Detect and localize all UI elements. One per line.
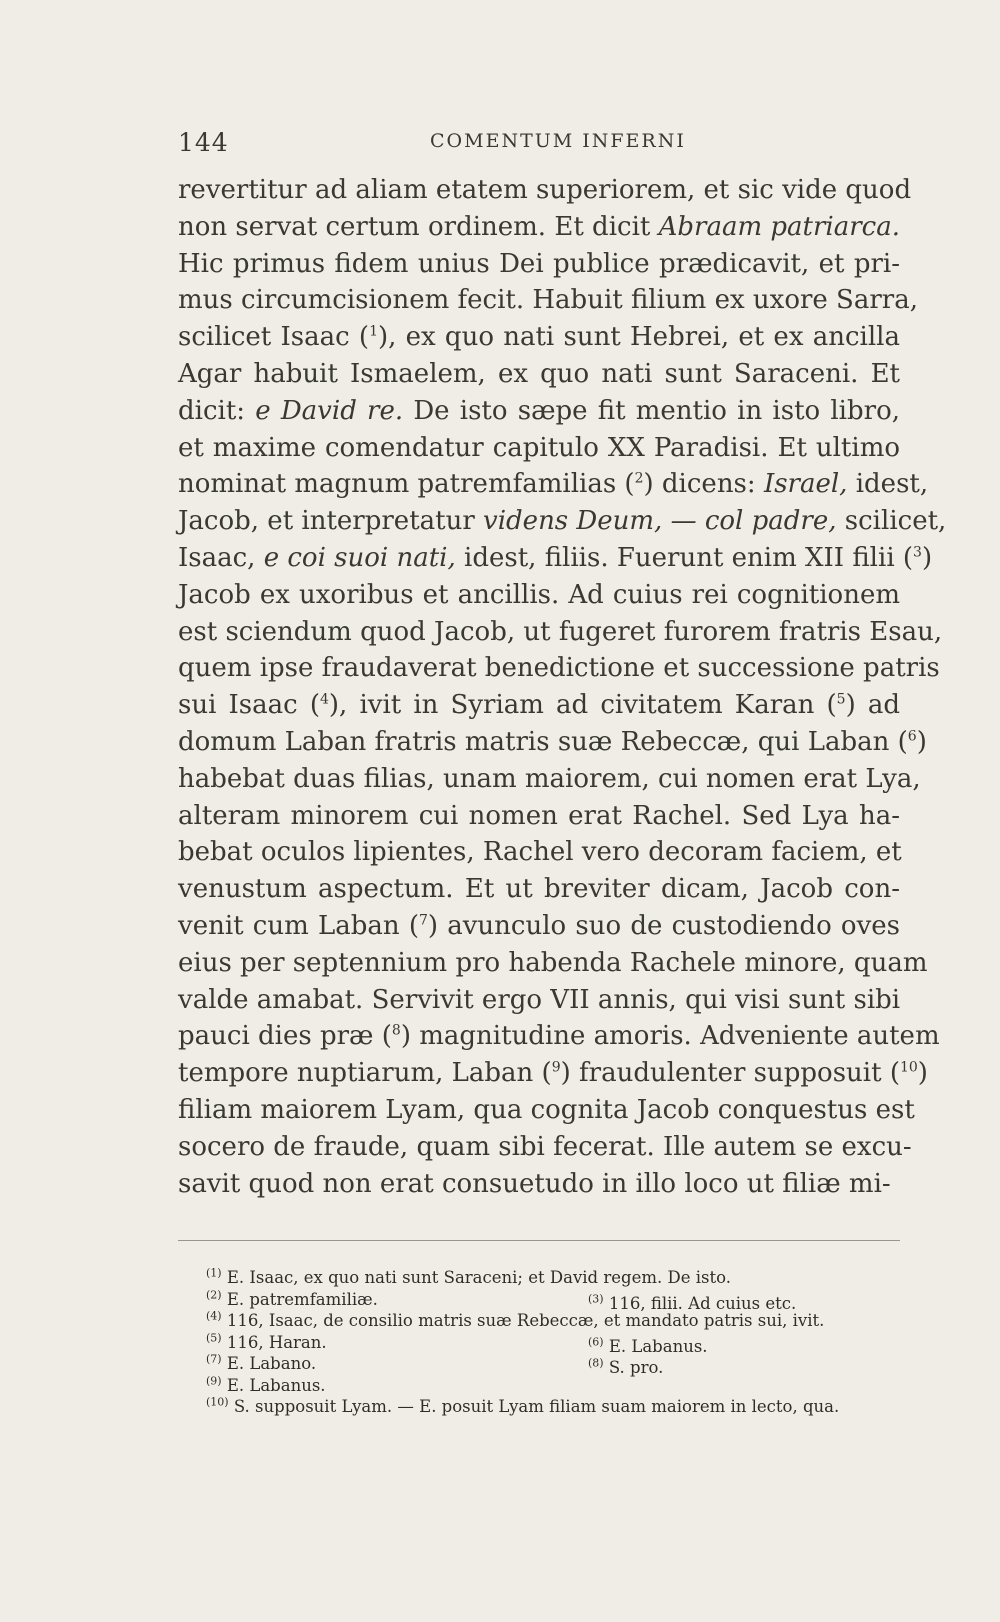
text-run: alteram minorem cui nomen erat Rachel. Sed Lya ha- — [178, 800, 900, 831]
text-line — [178, 908, 900, 945]
italic-text: e coi suoi nati, — [263, 542, 456, 573]
footnote-number: (5) — [206, 1331, 222, 1344]
footnote-text: E. patremfamiliæ. — [221, 1289, 378, 1309]
text-line — [178, 1018, 940, 1055]
footnote-marker: 1 — [369, 323, 378, 340]
text-run: socero de fraude, quam sibi fecerat. Ille autem se excu- — [178, 1131, 912, 1162]
footnote-row — [206, 1332, 906, 1354]
footnote-number: (8) — [588, 1356, 604, 1370]
text-line — [178, 393, 900, 430]
text-run: revertitur ad aliam etatem superiorem, et sic vide quod — [178, 175, 912, 205]
text-run: eius per septennium pro habenda Rachele minore, quam — [178, 947, 928, 978]
footnote-marker: 8 — [391, 1022, 401, 1039]
text-line — [178, 577, 900, 614]
text-run: ) dicens: — [643, 469, 764, 500]
text-run: scilicet, — [836, 506, 947, 537]
italic-text: videns Deum, — col padre, — [483, 506, 837, 537]
text-line — [178, 503, 947, 540]
text-run: et maxime comendatur capitulo XX Paradisi. Et ultimo — [178, 432, 900, 463]
footnote-text: E. Isaac, ex quo nati sunt Saraceni; et David regem. De isto. — [221, 1268, 731, 1287]
footnote-marker: 9 — [551, 1059, 561, 1076]
text-run: sui Isaac ( — [178, 690, 320, 721]
text-line — [178, 430, 900, 467]
text-run: ) — [921, 542, 933, 573]
text-line — [178, 724, 927, 761]
text-line — [178, 945, 928, 982]
text-run: filiam maiorem Lyam, qua cognita Jacob conquestus est — [178, 1094, 915, 1125]
text-line — [178, 246, 900, 283]
footnote-number: (4) — [206, 1309, 222, 1323]
text-run: ) ad — [845, 690, 900, 721]
footnote-number: (3) — [588, 1292, 604, 1305]
text-run: venustum aspectum. Et ut breviter dicam, Jacob con- — [178, 874, 900, 905]
footnote-row — [206, 1289, 906, 1311]
text-line — [178, 871, 900, 908]
text-line — [178, 834, 900, 871]
footnote-marker: 10 — [899, 1059, 918, 1076]
text-run: domum Laban fratris matris suæ Rebeccæ, qui Laban ( — [178, 726, 908, 757]
italic-text: e David re. — [255, 395, 404, 426]
footnote-marker: 2 — [634, 470, 644, 487]
footnote-text: S. supposuit Lyam. — E. posuit Lyam filiam suam maiorem in lecto, qua. — [228, 1397, 840, 1416]
text-line — [178, 650, 940, 687]
text-line — [178, 1129, 912, 1166]
footnote-row — [206, 1375, 906, 1397]
text-run: Isaac, — [178, 542, 264, 573]
footnote-text: E. Labano. — [221, 1354, 317, 1373]
text-run: idest, filiis. Fuerunt enim XII filii ( — [455, 542, 914, 573]
footnote-number: (9) — [206, 1374, 222, 1387]
text-run: ) magnitudine amoris. Adveniente autem — [400, 1021, 940, 1052]
footnote-marker: 5 — [836, 691, 846, 708]
text-line — [178, 982, 900, 1019]
footnote — [206, 1267, 731, 1289]
text-run: Hic primus fidem unius Dei publice prædicavit, et pri- — [178, 248, 900, 279]
text-line — [178, 1055, 928, 1092]
text-line — [178, 540, 933, 577]
text-run: Jacob, et interpretatur — [178, 506, 484, 537]
text-run: non servat certum ordinem. Et dicit — [178, 211, 659, 242]
footnote-text: 116, Isaac, de consilio matris suæ Rebeccæ, et mandato patris sui, ivit. — [221, 1311, 825, 1330]
footnote-text: S. pro. — [603, 1358, 664, 1377]
text-run: dicit: — [178, 395, 256, 426]
footnote-marker: 4 — [319, 691, 329, 708]
text-run: est sciendum quod Jacob, ut fugeret furorem fratris Esau, — [178, 616, 943, 647]
text-run: savit quod non erat consuetudo in illo loco ut filiæ mi- — [178, 1168, 891, 1199]
footnote-number: (7) — [206, 1352, 222, 1366]
text-run: bebat oculos lipientes, Rachel vero decoram faciem, et — [178, 837, 902, 868]
text-run: venit cum Laban ( — [178, 910, 419, 941]
text-run: scilicet Isaac ( — [178, 322, 370, 353]
text-run: Agar habuit Ismaelem, ex quo nati sunt Saraceni. Et — [178, 358, 900, 389]
text-run: mus circumcisionem fecit. Habuit filium ex uxore Sarra, — [178, 285, 918, 316]
footnote — [206, 1289, 378, 1311]
text-run: ), ivit in Syriam ad civitatem Karan ( — [328, 690, 837, 721]
text-run: tempore nuptiarum, Laban ( — [178, 1058, 552, 1089]
text-run: quem ipse fraudaverat benedictione et successione patris — [178, 653, 940, 684]
footnote-row — [206, 1267, 906, 1289]
text-run: nominat magnum patremfamilias ( — [178, 469, 635, 500]
footnote-text: E. Labanus. — [221, 1375, 326, 1395]
main-text — [178, 172, 947, 1202]
text-run: ) avunculo suo de custodiendo oves — [427, 910, 901, 941]
text-line — [178, 798, 900, 835]
footnote-row — [206, 1310, 906, 1332]
footnote-marker: 3 — [913, 544, 922, 561]
running-header — [178, 128, 900, 158]
page-number: 144 — [178, 128, 229, 157]
text-line — [178, 614, 943, 651]
footnote-row — [206, 1396, 906, 1418]
footnote-number: (6) — [588, 1335, 604, 1348]
text-run: ) — [917, 1058, 928, 1089]
text-run: habebat duas filias, unam maiorem, cui nomen erat Lya, — [178, 763, 921, 794]
text-run: ) — [916, 726, 927, 757]
footnote-marker: 7 — [418, 912, 428, 929]
running-title: COMENTUM INFERNI — [430, 130, 686, 152]
text-line — [178, 761, 921, 798]
text-run: pauci dies præ ( — [178, 1021, 392, 1052]
footnote-number: (10) — [206, 1395, 229, 1409]
footnote — [206, 1332, 327, 1354]
footnotes — [206, 1267, 906, 1418]
footnote-row — [206, 1353, 906, 1375]
text-line — [178, 466, 929, 503]
footnote-number: (2) — [206, 1288, 222, 1301]
text-run: valde amabat. Servivit ergo VII annis, qui visi sunt sibi — [178, 984, 901, 1015]
text-line — [178, 356, 900, 393]
text-run: ), ex quo nati sunt Hebrei, et ex ancilla — [377, 322, 900, 353]
footnote — [206, 1396, 839, 1418]
text-run: ) fraudulenter supposuit ( — [560, 1058, 900, 1089]
text-line — [178, 1092, 915, 1129]
footnote — [206, 1310, 824, 1332]
italic-text: Israel, — [763, 469, 848, 500]
text-line — [178, 687, 900, 724]
text-run: Jacob ex uxoribus et ancillis. Ad cuius rei cognitionem — [178, 579, 900, 610]
footnote — [206, 1375, 326, 1397]
text-run: idest, — [847, 469, 929, 500]
text-line — [178, 1166, 900, 1203]
text-line — [178, 319, 900, 356]
text-line — [178, 209, 900, 246]
footnote — [206, 1353, 316, 1375]
footnote-text: 116, filii. Ad cuius etc. — [603, 1293, 797, 1313]
text-line — [178, 282, 918, 319]
text-run: De isto sæpe fit mentio in isto libro, — [403, 395, 900, 426]
italic-text: Abraam patriarca. — [658, 211, 900, 242]
text-line — [178, 172, 912, 209]
footnote-marker: 6 — [907, 728, 917, 745]
footnote-number: (1) — [206, 1266, 222, 1280]
footnote-divider — [178, 1240, 900, 1241]
footnote-text: E. Labanus. — [603, 1336, 708, 1356]
footnote-text: 116, Haran. — [221, 1332, 327, 1352]
